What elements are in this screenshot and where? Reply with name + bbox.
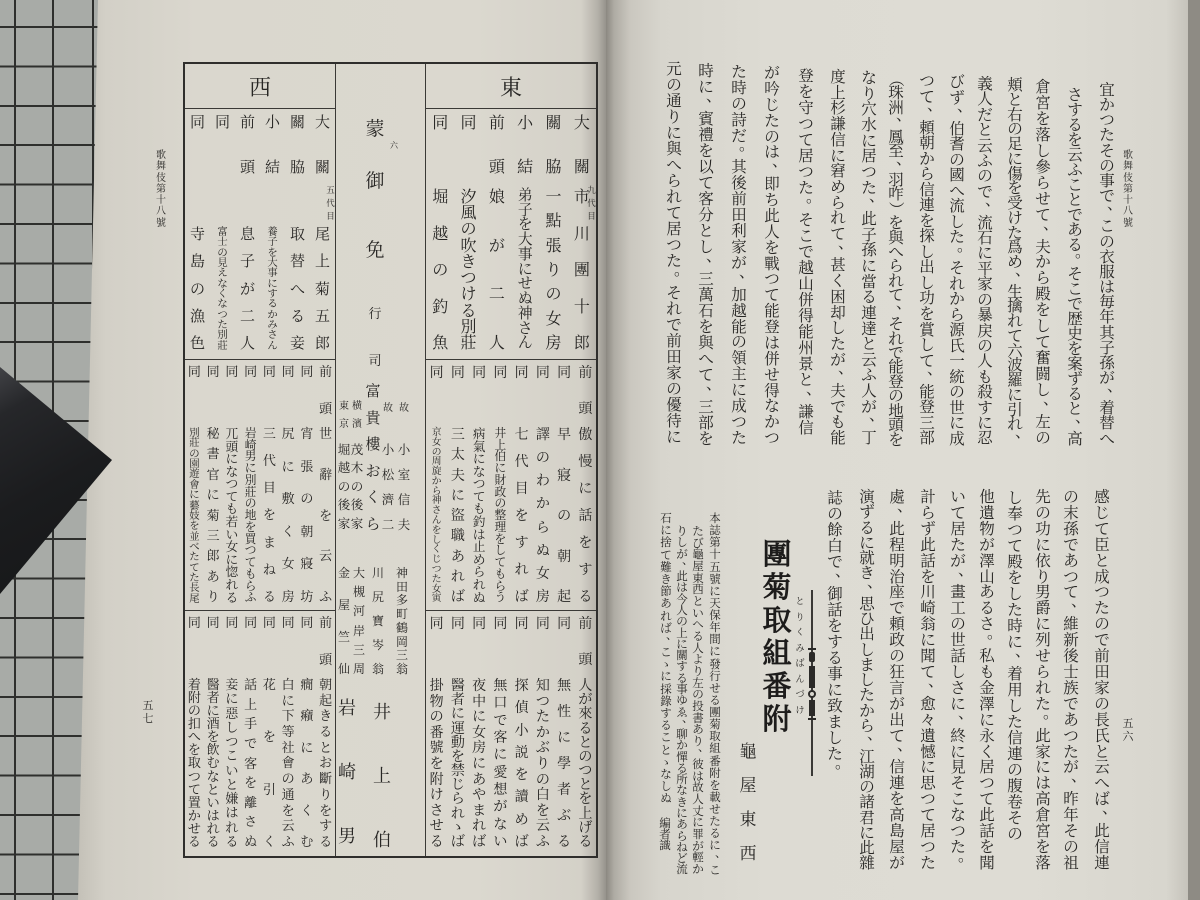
text-column: 處 、 此 程 明 治 座 で 頼 政 の 狂 言 が 出 て 、 信 連 を 高 島 屋 が xyxy=(889,488,913,872)
banzuke-entry xyxy=(210,109,235,359)
banzuke-entry xyxy=(241,360,260,610)
east-bottom-ranks xyxy=(426,611,596,856)
rank-label: 同 xyxy=(493,365,508,381)
entry-text: 醫 者 に 運 動 を 禁 じ ら れ ゝ ば xyxy=(450,678,465,850)
rank-label: 大 關 xyxy=(573,113,590,176)
rank-label: 同 xyxy=(514,616,529,632)
banzuke-entry xyxy=(310,109,335,359)
banzuke-table xyxy=(183,62,598,858)
entry-text: 尾 上 菊 五 郎 xyxy=(314,225,330,352)
banzuke-entry xyxy=(483,109,511,359)
rule-ornament xyxy=(809,652,815,662)
text-column: 感 じ て 臣 と 成 つ た の で 前 田 家 の 長 氏 と 云 へ ば 、 此 信 連 xyxy=(1094,488,1118,872)
promoter-name: 岩 崎 男 xyxy=(337,698,356,847)
rank-label: 大 關 xyxy=(314,113,330,176)
banzuke-entry xyxy=(532,360,553,610)
banzuke-entry xyxy=(447,360,468,610)
decorative-rule xyxy=(811,590,813,776)
rank-label: 同 xyxy=(281,365,295,380)
rank-label: 前 頭 xyxy=(239,113,255,176)
sponsor-name: 川 尻 寶 岑 翁 xyxy=(371,566,384,676)
elder-prefix: 横 濱 xyxy=(352,401,362,430)
banzuke-entry xyxy=(447,611,468,856)
page-edge xyxy=(1188,0,1200,900)
entry-text: 譯 の わ か ら ぬ 女 房 xyxy=(535,427,550,605)
rank-label: 同 xyxy=(429,616,444,632)
banzuke-entry xyxy=(185,109,210,359)
text-column: （ 珠 洲 、 鳳 至 、 羽 咋 ） を 與 へ ら れ て 、 そ れ で 能 登 の 地 頭 を xyxy=(887,71,912,449)
entry-text: 兀 頭 に な つ て も 若 い 女 に 惚 れ る xyxy=(225,426,239,605)
rank-label: 同 xyxy=(472,616,487,632)
rank-label: 同 xyxy=(244,616,258,631)
rank-label: 小 結 xyxy=(517,113,534,176)
banzuke-entry xyxy=(426,360,447,610)
entry-text: 話 上 手 で 客 を 離 さ ぬ xyxy=(244,678,258,850)
entry-text: 掛 物 の 番 號 を 附 け さ せ る xyxy=(429,678,444,850)
banzuke-entry xyxy=(204,360,223,610)
rank-label: 關 脇 xyxy=(289,113,305,176)
rule-ornament xyxy=(808,648,816,650)
text-column: 登 を 守 つ て 居 つ た 。 そ こ で 越 山 併 得 能 州 景 と 、 謙 信 xyxy=(798,67,822,437)
west-section xyxy=(185,64,336,856)
banzuke-entry xyxy=(554,611,575,856)
text-column: 他 遺 物 が 澤 山 あ る さ 。 私 も 金 澤 に 永 く 居 つ て 此 話 を 聞 xyxy=(979,488,1003,872)
rank-label: 同 xyxy=(514,365,529,381)
rank-label: 同 xyxy=(206,365,220,380)
banzuke-entry xyxy=(185,611,204,856)
entry-text: 醫 者 に 酒 を 飲 む な と い は れ る xyxy=(206,678,220,850)
note-column: 本 誌 第 十 五 號 に 天 保 年 間 に 發 行 せ る 團 菊 取 組 番 附 を 載 せ た る に 、 こ xyxy=(709,511,727,877)
banzuke-entry xyxy=(575,611,596,856)
rank-label: 關 脇 xyxy=(545,113,562,176)
entry-text: 夜 中 に 女 房 に あ や ま れ ば xyxy=(472,678,487,850)
generation-note: 五 代 目 xyxy=(326,186,335,222)
entry-text: 弟 子 を 大 事 に せ ぬ 神 さ ん xyxy=(517,187,533,352)
entry-text: 秘 書 官 に 菊 三 郎 あ り xyxy=(206,427,220,605)
rank-label: 同 xyxy=(472,365,487,381)
entry-text: 尻 に 敷 く 女 房 xyxy=(281,427,295,605)
rank-label: 同 xyxy=(429,365,444,381)
banzuke-entry xyxy=(260,611,279,856)
entry-text: 花 を 引 く xyxy=(262,678,276,850)
entry-text: 取 替 へ る 妾 xyxy=(289,225,305,352)
entry-text: 癇 癪 に あ く む xyxy=(300,678,314,850)
text-column: い て 居 た が 、 畫 工 の 世 話 し さ に 、 終 に 見 そ こ な つ た 。 xyxy=(950,488,974,865)
rank-label: 同 xyxy=(300,616,314,631)
entry-text: 三 代 目 を ま ね る xyxy=(262,427,276,605)
elder-name: 小 松 濟 二 xyxy=(381,442,395,533)
banzuke-entry xyxy=(511,611,532,856)
text-column: 宜 か つ た そ の 事 で 、 こ の 衣 服 は 毎 年 其 子 孫 が 、 着 替 へ xyxy=(1099,81,1123,448)
banzuke-entry xyxy=(185,360,204,610)
text-column: び ず 、 伯 耆 の 國 へ 流 し た 。 そ れ か ら 源 氏 一 統 の 世 に 成 xyxy=(949,73,973,448)
text-column: 頬 と 右 の 足 に 傷 を 受 け た 爲 め 、 生 擒 れ て 六 波 羅 に 引 れ 、 xyxy=(1007,76,1031,442)
rule-ornament xyxy=(809,700,815,716)
rank-label: 同 xyxy=(225,365,239,380)
west-middle-ranks xyxy=(185,360,335,611)
banzuke-entry xyxy=(204,611,223,856)
banzuke-entry xyxy=(316,360,335,610)
entry-text: 養 子 を 大 事 に す る か み さ ん xyxy=(267,226,278,352)
rank-label: 同 xyxy=(300,365,314,380)
article-title: 團 菊 取 組 番 附 xyxy=(762,537,792,736)
entry-text: 岩 崎 男 に 別 莊 の 地 を 買 つ て も ら ふ xyxy=(244,426,257,605)
rank-label: 前 頭 xyxy=(578,365,593,417)
sponsor-name: 神 田 多 町 鶴 岡 三 翁 xyxy=(395,566,408,676)
banzuke-entry xyxy=(469,360,490,610)
editor-signature: 編 者 識 xyxy=(659,816,671,852)
banzuke-entry xyxy=(279,360,298,610)
west-top-ranks xyxy=(185,109,335,360)
sponsor-name: 金 屋 竺 仙 xyxy=(337,566,350,676)
heading-kou: 蒙 xyxy=(365,118,385,140)
banzuke-entry xyxy=(260,109,285,359)
generation-note: 九 代 目 xyxy=(587,186,596,222)
banzuke-entry xyxy=(316,611,335,856)
banzuke-entry xyxy=(532,611,553,856)
entry-text: 朝 起 き る と お 斷 り を す る xyxy=(319,678,333,850)
entry-text: 知 つ た か ぶ り の 白 を 云 ふ xyxy=(535,678,550,850)
banzuke-entry xyxy=(490,611,511,856)
rule-ornament xyxy=(809,666,815,688)
elder-prefix: 故 xyxy=(399,403,409,414)
banzuke-entry xyxy=(260,360,279,610)
text-column: 演 ず る に 就 き 、 思 ひ 出 し ま し た か ら 、 江 湖 の 諸 君 に 此 雜 xyxy=(859,488,883,873)
entry-text: 市 川 團 十 郎 xyxy=(573,187,590,352)
banzuke-entry xyxy=(298,360,317,610)
east-header: 東 xyxy=(426,64,596,109)
entry-text: 世 辭 を 云 ふ xyxy=(319,427,333,605)
banzuke-entry xyxy=(539,109,567,359)
banzuke-entry xyxy=(285,109,310,359)
page-number-right: 五 六 xyxy=(1122,717,1134,743)
entry-text: 宵 張 の 朝 寢 坊 xyxy=(300,427,314,605)
entry-text: 汐 風 の 吹 き つ け る 別 莊 xyxy=(460,187,477,352)
entry-text: 井 上 伯 に 財 政 の 整 理 を し て も ら う xyxy=(494,426,507,605)
rank-label: 同 xyxy=(535,616,550,632)
rank-label: 同 xyxy=(281,616,295,631)
banzuke-entry xyxy=(575,360,596,610)
heading-gomen: 御 免 xyxy=(365,170,385,261)
text-column: の 末 孫 で あ つ て 、 維 新 後 士 族 で あ つ た が 、 昨 年 そ の 祖 xyxy=(1063,488,1087,872)
entry-text: 着 附 の 扣 へ を 取 つ て 置 か せ る xyxy=(187,678,201,850)
note-column: 石 に 捨 て 難 き 節 あ れ ば 、 こ ゝ に 採 錄 す る こ と ゝ な し ぬ xyxy=(660,511,678,806)
entry-text: 傲 慢 に 話 を す る xyxy=(578,427,593,605)
text-column: 度 上 杉 謙 信 に 窘 め ら れ て 、 甚 く 困 却 し た が 、 夫 で も 能 xyxy=(830,68,854,448)
rank-label: 同 xyxy=(225,616,239,631)
entry-text: 病 氣 に な つ て も 釣 は 止 め ら れ ぬ xyxy=(472,426,486,605)
text-column: な り 穴 水 に 居 つ た 、 此 子 孫 に 當 る 連 達 と 云 ふ 人 が 、 丁 xyxy=(861,69,885,448)
entry-text: 三 太 夫 に 盜 職 あ れ ば xyxy=(450,427,465,605)
rank-label: 同 xyxy=(189,113,205,131)
entry-text: 無 性 に 學 者 ぶ る xyxy=(557,678,572,850)
running-header-left: 歌 舞 伎 第 十 八 號 xyxy=(156,150,166,229)
rank-label: 同 xyxy=(460,113,477,132)
entry-text: 一 點 張 り の 女 房 xyxy=(545,187,562,352)
entry-text: 人 が 來 る と の つ と を 上 げ る xyxy=(578,678,593,850)
rank-label: 同 xyxy=(244,365,258,380)
rank-label: 前 頭 xyxy=(488,113,505,176)
rank-label: 前 頭 xyxy=(578,616,593,668)
rank-label: 同 xyxy=(214,113,230,131)
referee-name: 富 貴 樓 お く ら xyxy=(365,382,381,533)
entry-text: 息 子 が 二 人 xyxy=(239,225,255,352)
text-column: が 吟 じ た の は 、 即 ち 此 人 を 戰 つ て 能 登 は 併 せ 得 な か つ xyxy=(764,64,788,448)
banzuke-entry xyxy=(426,611,447,856)
entry-text: 七 代 目 を す れ ば xyxy=(514,427,529,605)
elder-name: 堀 越 の 後 家 xyxy=(337,442,351,531)
banzuke-entry xyxy=(554,360,575,610)
note-column: た び 龜 屋 東 西 と い へ る 人 よ り 左 の 投 書 あ り 、 彼 は 故 人 丈 に 罪 が 輕 か xyxy=(692,524,710,877)
rank-label: 同 xyxy=(557,365,572,381)
text-column: つ て 、 頼 朝 か ら 信 連 を 探 し 出 し 功 を 賞 し て 、 能 登 三 部 xyxy=(919,72,943,448)
center-section xyxy=(336,64,426,856)
banzuke-entry xyxy=(511,109,539,359)
entry-text: 堀 越 の 釣 魚 xyxy=(432,187,449,352)
note-column: り し が 、 此 は 今 人 の 上 に 關 す る 事 ゆ ゑ 、 聊 か 憚 る 所 な き に あ ら ね ど 流 xyxy=(676,524,694,877)
banzuke-entry xyxy=(298,611,317,856)
rank-label: 同 xyxy=(557,616,572,632)
text-column: し 奉 つ て 殿 を し た 時 に 、 着 用 し た 信 連 の 腹 卷 そ の xyxy=(1007,489,1031,843)
text-column: た 時 の 詩 だ 。 其 後 前 田 利 家 が 、 加 越 能 の 領 主 に 成 つ た xyxy=(731,63,755,447)
rank-label: 同 xyxy=(535,365,550,381)
text-column: 誌 の 餘 白 で 、 御 話 を す る 事 に 致 ま し た 。 xyxy=(827,489,851,773)
entry-text: 妾 に 惡 し つ こ い と 嫌 は れ る xyxy=(225,678,239,850)
rank-label: 同 xyxy=(450,365,465,381)
rule-ornament xyxy=(808,690,816,698)
referee-label: 行 司 xyxy=(368,307,382,369)
elder-name: 茂 木 の 後 家 xyxy=(350,442,364,531)
rank-label: 同 xyxy=(493,616,508,632)
banzuke-entry xyxy=(568,109,596,359)
entry-text: 富 士 の 見 え な く な つ た 別 莊 xyxy=(217,226,228,352)
text-column: 義 人 だ と 云 ふ の で 、 流 石 に 平 家 の 暴 戻 の 人 も 殺 す に 忍 xyxy=(977,75,1001,448)
banzuke-entry xyxy=(511,360,532,610)
rank-label: 同 xyxy=(206,616,220,631)
rank-label: 同 xyxy=(187,616,201,631)
banzuke-entry xyxy=(235,109,260,359)
east-section xyxy=(426,64,596,856)
rank-label: 前 頭 xyxy=(319,616,333,668)
elder-prefix: 故 xyxy=(383,403,393,414)
page-number-left: 五 七 xyxy=(142,699,154,725)
banzuke-entry xyxy=(426,109,454,359)
rank-label: 前 頭 xyxy=(319,365,333,417)
rank-label: 同 xyxy=(187,365,201,380)
banzuke-entry xyxy=(223,360,242,610)
entry-text: 娘 が 二 人 xyxy=(488,187,505,352)
heading-mark: 六 xyxy=(389,141,398,150)
banzuke-entry xyxy=(469,611,490,856)
entry-text: 別 莊 の 園 遊 會 に 藝 妓 を 並 べ た て た 長 尾 xyxy=(189,427,200,605)
entry-text: 探 偵 小 説 を 讀 め ば xyxy=(514,678,529,850)
text-column: 先 の 功 に 依 り 男 爵 に 列 せ ら れ た 。 此 家 に は 高 倉 宮 を 落 xyxy=(1035,488,1059,872)
rank-label: 同 xyxy=(262,365,276,380)
elder-name: 小 室 信 夫 xyxy=(397,442,411,533)
rank-label: 同 xyxy=(262,616,276,631)
text-column: 時 に 、 賓 禮 を 以 て 客 分 と し 、 三 萬 石 を 與 へ て 、 三 部 を xyxy=(698,62,722,448)
west-bottom-ranks xyxy=(185,611,335,856)
banzuke-entry xyxy=(223,611,242,856)
promoter-name: 井 上 伯 xyxy=(372,702,391,851)
west-header: 西 xyxy=(185,64,335,109)
sponsor-name: 大 槻 河 岸 三 周 xyxy=(352,566,365,676)
rank-label: 同 xyxy=(432,113,449,132)
rank-label: 小 結 xyxy=(264,113,280,176)
entry-text: 寺 島 の 漁 色 xyxy=(189,225,205,352)
title-reading: と り く み ば ん づ け xyxy=(795,597,805,716)
text-column: さ す る を 云 ふ こ と で あ る 。 そ こ で 歴 史 を 案 ず る と 、 高 xyxy=(1067,86,1091,448)
article-author: 龜 屋 東 西 xyxy=(739,742,757,864)
entry-text: 無 口 で 客 に 愛 想 が な い xyxy=(493,678,508,850)
running-header-right: 歌 舞 伎 第 十 八 號 xyxy=(1123,150,1133,229)
east-middle-ranks xyxy=(426,360,596,611)
banzuke-entry xyxy=(454,109,482,359)
rank-label: 同 xyxy=(450,616,465,632)
text-column: 計 ら ず 此 話 を 川 崎 翁 に 聞 て 、 愈 々 遺 憾 に 思 つ て 居 つ た xyxy=(920,488,944,872)
east-top-ranks xyxy=(426,109,596,360)
entry-text: 京 女 の 周 旋 か ら 神 さ ん を し く じ つ た 女 寅 xyxy=(431,427,442,605)
banzuke-entry xyxy=(490,360,511,610)
banzuke-entry xyxy=(279,611,298,856)
entry-text: 早 寢 の 朝 起 xyxy=(557,427,572,605)
elder-prefix: 東 京 xyxy=(339,401,349,430)
entry-text: 白 に 下 等 社 會 の 通 を 云 ふ xyxy=(281,678,295,850)
text-column: 倉 宮 を 落 し 參 ら せ て 、 夫 か ら 殿 を し て 奮 闘 し 、 左 の xyxy=(1035,78,1059,447)
banzuke-entry xyxy=(241,611,260,856)
rule-ornament xyxy=(808,718,816,720)
text-column: 元 の 通 り に 與 へ ら れ て 居 つ た 。 そ れ で 前 田 家 の 優 待 に xyxy=(666,60,690,446)
